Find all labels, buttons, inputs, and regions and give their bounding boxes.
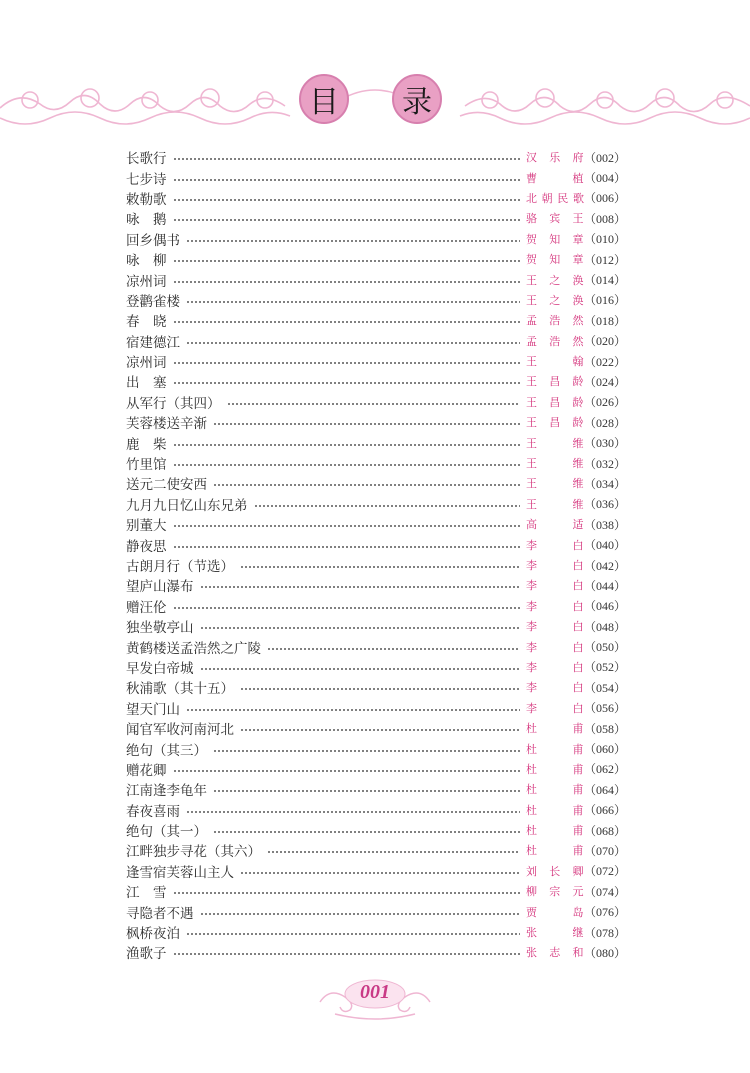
page-ref: （048） <box>583 619 626 634</box>
poem-title: 秋浦歌（其十五） <box>126 681 234 698</box>
toc-entry[interactable] <box>126 412 626 432</box>
page-ref: （036） <box>583 497 626 512</box>
toc-entry[interactable] <box>126 371 626 391</box>
toc-entry[interactable] <box>126 575 626 595</box>
poem-title: 送元二使安西 <box>126 477 207 494</box>
poem-author: 王 维 <box>525 436 584 450</box>
dot-leader <box>173 770 520 772</box>
poem-author: 李 白 <box>525 660 584 674</box>
poem-title: 咏 鹅 <box>126 212 167 229</box>
poem-title: 九月九日忆山东兄弟 <box>126 497 248 514</box>
poem-title: 从军行（其四） <box>126 395 221 412</box>
poem-author: 杜 甫 <box>525 844 584 858</box>
page-ref: （066） <box>583 803 626 818</box>
page-ref: （080） <box>583 945 626 960</box>
poem-title: 出 塞 <box>126 375 167 392</box>
table-of-contents <box>126 147 626 963</box>
dot-leader <box>240 872 520 874</box>
poem-title: 凉州词 <box>126 355 167 372</box>
dot-leader <box>173 444 520 446</box>
poem-author: 杜 甫 <box>525 762 584 776</box>
dot-leader <box>200 586 520 588</box>
toc-entry[interactable] <box>126 779 626 799</box>
dot-leader <box>213 423 520 425</box>
dot-leader <box>240 566 520 568</box>
page-ref: （060） <box>583 742 626 757</box>
page-ref: （028） <box>583 415 626 430</box>
poem-author: 骆 宾 王 <box>525 212 584 226</box>
toc-entry[interactable] <box>126 351 626 371</box>
page-ref: （052） <box>583 660 626 675</box>
poem-title: 独坐敬亭山 <box>126 620 194 637</box>
toc-entry[interactable] <box>126 555 626 575</box>
page-ref: （070） <box>583 843 626 858</box>
toc-entry[interactable] <box>126 820 626 840</box>
page-ref: （072） <box>583 864 626 879</box>
page-ref: （020） <box>583 334 626 349</box>
dot-leader <box>173 321 520 323</box>
dot-leader <box>173 158 520 160</box>
dot-leader <box>240 688 520 690</box>
poem-author: 孟 浩 然 <box>525 314 584 328</box>
poem-title: 宿建德江 <box>126 334 180 351</box>
poem-author: 杜 甫 <box>525 742 584 756</box>
dot-leader <box>213 750 520 752</box>
dot-leader <box>213 790 520 792</box>
toc-entry[interactable] <box>126 534 626 554</box>
toc-entry[interactable] <box>126 922 626 942</box>
toc-entry[interactable] <box>126 392 626 412</box>
poem-author: 王 昌 龄 <box>525 375 584 389</box>
toc-entry[interactable] <box>126 800 626 820</box>
poem-author: 高 适 <box>525 518 584 532</box>
toc-entry[interactable] <box>126 147 626 167</box>
toc-entry[interactable] <box>126 514 626 534</box>
page-ref: （008） <box>583 211 626 226</box>
toc-entry[interactable] <box>126 901 626 921</box>
page-ref: （062） <box>583 762 626 777</box>
poem-title: 绝句（其三） <box>126 742 207 759</box>
dot-leader <box>173 953 520 955</box>
dot-leader <box>173 464 520 466</box>
toc-entry[interactable] <box>126 188 626 208</box>
page-ref: （042） <box>583 558 626 573</box>
poem-author: 贺 知 章 <box>525 253 584 267</box>
toc-entry[interactable] <box>126 473 626 493</box>
dot-leader <box>186 811 520 813</box>
poem-author: 王 之 涣 <box>525 273 584 287</box>
poem-title: 闻官军收河南河北 <box>126 722 234 739</box>
dot-leader <box>254 505 520 507</box>
poem-title: 凉州词 <box>126 273 167 290</box>
poem-title: 赠花卿 <box>126 762 167 779</box>
poem-title: 江 雪 <box>126 885 167 902</box>
poem-author: 刘 长 卿 <box>525 864 584 878</box>
page-ref: （014） <box>583 273 626 288</box>
page-ref: （010） <box>583 232 626 247</box>
poem-title: 渔歌子 <box>126 946 167 963</box>
poem-author: 李 白 <box>525 701 584 715</box>
poem-author: 张 继 <box>525 926 584 940</box>
cloud-ornament-banner <box>0 60 750 140</box>
page-ref: （022） <box>583 354 626 369</box>
dot-leader <box>186 342 520 344</box>
page-ref: （058） <box>583 721 626 736</box>
poem-author: 杜 甫 <box>525 783 584 797</box>
page-ref: （046） <box>583 599 626 614</box>
page-ref: （056） <box>583 701 626 716</box>
page-ref: （034） <box>583 476 626 491</box>
poem-title: 长歌行 <box>126 151 167 168</box>
toc-entry[interactable] <box>126 596 626 616</box>
poem-title: 赠汪伦 <box>126 599 167 616</box>
page-ref: （054） <box>583 680 626 695</box>
poem-author: 李 白 <box>525 579 584 593</box>
toc-entry[interactable] <box>126 718 626 738</box>
poem-title: 寻隐者不遇 <box>126 905 194 922</box>
page-ref: （002） <box>583 150 626 165</box>
poem-author: 王 维 <box>525 457 584 471</box>
page-ref: （038） <box>583 517 626 532</box>
page-ref: （004） <box>583 171 626 186</box>
toc-entry[interactable] <box>126 861 626 881</box>
page-ref: （012） <box>583 252 626 267</box>
dot-leader <box>213 484 520 486</box>
poem-author: 李 白 <box>525 640 584 654</box>
poem-title: 回乡偶书 <box>126 232 180 249</box>
dot-leader <box>173 607 520 609</box>
poem-title: 望庐山瀑布 <box>126 579 194 596</box>
page-ref: （064） <box>583 782 626 797</box>
poem-author: 王 维 <box>525 477 584 491</box>
poem-author: 王 翰 <box>525 355 584 369</box>
toc-entry[interactable] <box>126 310 626 330</box>
dot-leader <box>173 525 520 527</box>
page-ref: （006） <box>583 191 626 206</box>
toc-entry[interactable] <box>126 677 626 697</box>
page-ref: （074） <box>583 884 626 899</box>
poem-author: 北 朝 民 歌 <box>525 191 584 205</box>
dot-leader <box>227 403 520 405</box>
poem-author: 杜 甫 <box>525 803 584 817</box>
page-number-footer <box>315 972 435 1022</box>
dot-leader <box>173 546 520 548</box>
poem-title: 七步诗 <box>126 171 167 188</box>
title-char-mu: 目 <box>299 74 349 124</box>
poem-title: 江畔独步寻花（其六） <box>126 844 261 861</box>
toc-entry[interactable] <box>126 616 626 636</box>
poem-title: 敕勒歌 <box>126 191 167 208</box>
poem-title: 竹里馆 <box>126 457 167 474</box>
poem-author: 柳 宗 元 <box>525 885 584 899</box>
dot-leader <box>173 199 520 201</box>
toc-entry[interactable] <box>126 657 626 677</box>
dot-leader <box>173 892 520 894</box>
poem-title: 芙蓉楼送辛渐 <box>126 416 207 433</box>
poem-title: 咏 柳 <box>126 253 167 270</box>
toc-entry[interactable] <box>126 942 626 962</box>
poem-author: 曹 植 <box>525 171 584 185</box>
toc-entry[interactable] <box>126 167 626 187</box>
poem-title: 望天门山 <box>126 701 180 718</box>
toc-entry[interactable] <box>126 881 626 901</box>
page-ref: （078） <box>583 925 626 940</box>
poem-author: 王 昌 龄 <box>525 395 584 409</box>
page-ref: （068） <box>583 823 626 838</box>
page-ref: （040） <box>583 538 626 553</box>
title-char-lu: 录 <box>392 74 442 124</box>
poem-author: 李 白 <box>525 559 584 572</box>
poem-author: 张 志 和 <box>525 946 584 960</box>
poem-author: 李 白 <box>525 538 584 552</box>
poem-title: 登鹳雀楼 <box>126 293 180 310</box>
poem-title: 春夜喜雨 <box>126 803 180 820</box>
page-ref: （030） <box>583 436 626 451</box>
poem-title: 早发白帝城 <box>126 660 194 677</box>
poem-author: 汉 乐 府 <box>525 151 584 165</box>
page-number: 001 <box>360 981 390 1003</box>
poem-author: 李 白 <box>525 620 584 634</box>
toc-entry[interactable] <box>126 453 626 473</box>
toc-entry[interactable] <box>126 229 626 249</box>
poem-title: 黄鹤楼送孟浩然之广陵 <box>126 640 261 657</box>
toc-entry[interactable] <box>126 249 626 269</box>
dot-leader <box>200 913 520 915</box>
toc-entry[interactable] <box>126 738 626 758</box>
toc-entry[interactable] <box>126 208 626 228</box>
dot-leader <box>173 382 520 384</box>
poem-title: 古朗月行（节选） <box>126 559 234 575</box>
poem-author: 王 维 <box>525 497 584 511</box>
poem-title: 静夜思 <box>126 538 167 555</box>
poem-author: 杜 甫 <box>525 722 584 736</box>
dot-leader <box>186 240 520 242</box>
toc-entry[interactable] <box>126 698 626 718</box>
toc-entry[interactable] <box>126 636 626 656</box>
dot-leader <box>173 281 520 283</box>
poem-author: 李 白 <box>525 599 584 613</box>
dot-leader <box>267 648 520 650</box>
dot-leader <box>213 831 520 833</box>
page-ref: （050） <box>583 640 626 655</box>
poem-title: 绝句（其一） <box>126 824 207 841</box>
poem-title: 逢雪宿芙蓉山主人 <box>126 864 234 881</box>
poem-author: 李 白 <box>525 681 584 695</box>
poem-author: 孟 浩 然 <box>525 334 584 348</box>
dot-leader <box>267 851 520 853</box>
poem-title: 江南逢李龟年 <box>126 783 207 800</box>
poem-title: 别董大 <box>126 518 167 535</box>
dot-leader <box>186 933 520 935</box>
page-ref: （024） <box>583 374 626 389</box>
dot-leader <box>186 709 520 711</box>
poem-author: 贾 岛 <box>525 905 584 919</box>
dot-leader <box>173 179 520 181</box>
toc-entry[interactable] <box>126 331 626 351</box>
poem-author: 王 之 涣 <box>525 293 584 307</box>
toc-entry[interactable] <box>126 759 626 779</box>
poem-author: 杜 甫 <box>525 824 584 838</box>
poem-author: 王 昌 龄 <box>525 416 584 430</box>
dot-leader <box>173 219 520 221</box>
poem-title: 枫桥夜泊 <box>126 926 180 943</box>
poem-title: 鹿 柴 <box>126 436 167 453</box>
dot-leader <box>173 362 520 364</box>
page-ref: （026） <box>583 395 626 410</box>
poem-author: 贺 知 章 <box>525 232 584 246</box>
dot-leader <box>200 668 520 670</box>
page-ref: （016） <box>583 293 626 308</box>
toc-entry[interactable] <box>126 840 626 860</box>
toc-entry[interactable] <box>126 269 626 289</box>
dot-leader <box>200 627 520 629</box>
dot-leader <box>186 301 520 303</box>
page-ref: （032） <box>583 456 626 471</box>
toc-entry[interactable] <box>126 432 626 452</box>
poem-title: 春 晓 <box>126 314 167 331</box>
dot-leader <box>173 260 520 262</box>
page-ref: （076） <box>583 905 626 920</box>
toc-entry[interactable] <box>126 494 626 514</box>
page-ref: （018） <box>583 313 626 328</box>
toc-entry[interactable] <box>126 290 626 310</box>
dot-leader <box>240 729 520 731</box>
page-ref: （044） <box>583 578 626 593</box>
